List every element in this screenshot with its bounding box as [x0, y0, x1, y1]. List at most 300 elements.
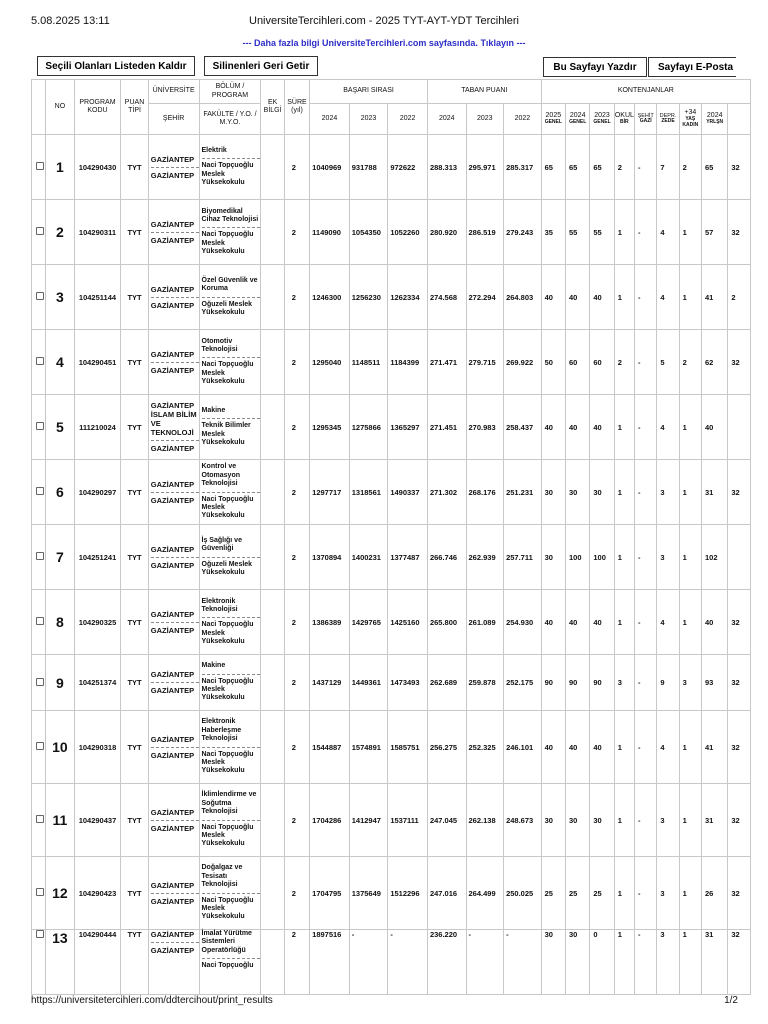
program-code: 104251144: [74, 265, 121, 330]
row-select-cell: [32, 711, 46, 784]
row-number: 12: [46, 857, 74, 930]
score-type: TYT: [121, 711, 148, 784]
row-number: 6: [46, 460, 74, 525]
extra-info: [261, 395, 284, 460]
success-rank-2022: 1377487: [388, 525, 428, 590]
base-score-2024: 271.302: [427, 460, 466, 525]
quota-earthquake: 3: [657, 525, 679, 590]
duration-years: 2: [284, 395, 309, 460]
table-row: [32, 200, 751, 265]
score-type: TYT: [121, 330, 148, 395]
city-name: GAZİANTEP: [151, 362, 199, 375]
success-rank-2023: 1412947: [349, 784, 388, 857]
row-checkbox[interactable]: [36, 930, 44, 938]
base-score-2024: 265.800: [427, 590, 466, 655]
base-score-2022: 250.025: [504, 857, 542, 930]
quota-school-first: 1: [614, 395, 634, 460]
print-title: UniversiteTercihleri.com - 2025 TYT-AYT-YDT Tercihleri: [249, 15, 519, 27]
quota-women-34: 3: [679, 655, 701, 711]
row-checkbox[interactable]: [36, 357, 44, 365]
row-checkbox[interactable]: [36, 422, 44, 430]
quota-martyr-veteran: -: [635, 330, 657, 395]
row-checkbox[interactable]: [36, 742, 44, 750]
success-rank-2023: 1574891: [349, 711, 388, 784]
duration-years: 2: [284, 265, 309, 330]
quota-women-34: 1: [679, 395, 701, 460]
row-checkbox[interactable]: [36, 227, 44, 235]
quota-2024-general: 100: [566, 525, 590, 590]
city-name: GAZİANTEP: [151, 747, 199, 760]
row-checkbox[interactable]: [36, 888, 44, 896]
row-number: 10: [46, 711, 74, 784]
duration-years: 2: [284, 135, 309, 200]
program-name: Özel Güvenlik ve Koruma: [201, 276, 258, 293]
quota-2024-placed: 62: [702, 330, 728, 395]
score-type: TYT: [121, 930, 148, 995]
base-score-2022: 279.243: [504, 200, 542, 265]
row-number: 9: [46, 655, 74, 711]
base-score-2022: 254.930: [504, 590, 542, 655]
quota-school-first: 1: [614, 460, 634, 525]
success-rank-2024: 1040969: [310, 135, 350, 200]
quota-school-first: 1: [614, 930, 634, 995]
header-quota-top: 2024: [706, 112, 723, 120]
results-table-container: [31, 79, 740, 987]
row-select-cell: [32, 590, 46, 655]
quota-2023-general: 25: [590, 857, 614, 930]
quota-school-first: 2: [614, 135, 634, 200]
program-cell: [199, 265, 261, 330]
base-score-2024: 247.045: [427, 784, 466, 857]
city-name: GAZİANTEP: [151, 820, 199, 833]
header-quota-bottom: GENEL: [544, 119, 562, 126]
success-rank-2023: -: [349, 930, 388, 995]
row-number: 2: [46, 200, 74, 265]
quota-school-first: 1: [614, 784, 634, 857]
quota-overflow: 2: [728, 265, 751, 330]
row-checkbox[interactable]: [36, 617, 44, 625]
header-no: NO: [46, 80, 74, 135]
quota-2024-placed: 102: [702, 525, 728, 590]
quota-overflow: 32: [728, 930, 751, 995]
university-name: GAZİANTEP: [150, 154, 195, 164]
quota-women-34: 1: [679, 930, 701, 995]
row-select-cell: [32, 930, 46, 995]
base-score-2024: 247.016: [427, 857, 466, 930]
row-number: 11: [46, 784, 74, 857]
quota-2025-general: 40: [541, 590, 565, 655]
university-cell: [148, 930, 199, 995]
header-score-year: 2023: [466, 104, 504, 135]
row-checkbox[interactable]: [36, 678, 44, 686]
quota-school-first: 1: [614, 857, 634, 930]
quota-martyr-veteran: -: [635, 655, 657, 711]
header-quota-top: ŞEHİT: [637, 112, 654, 119]
quota-2025-general: 30: [541, 784, 565, 857]
base-score-2023: 259.878: [466, 655, 504, 711]
city-name: GAZİANTEP: [151, 893, 199, 906]
quota-women-34: 1: [679, 265, 701, 330]
success-rank-2023: 1148511: [349, 330, 388, 395]
quota-school-first: 1: [614, 265, 634, 330]
success-rank-2024: 1704286: [310, 784, 350, 857]
quota-2024-general: 90: [566, 655, 590, 711]
quota-school-first: 1: [614, 525, 634, 590]
program-code: 104290325: [74, 590, 121, 655]
university-name: GAZİANTEP: [150, 479, 195, 489]
base-score-2023: 270.983: [466, 395, 504, 460]
success-rank-2022: 1473493: [388, 655, 428, 711]
city-name: GAZİANTEP: [151, 167, 199, 180]
quota-women-34: 2: [679, 330, 701, 395]
quota-women-34: 1: [679, 590, 701, 655]
row-number: 7: [46, 525, 74, 590]
success-rank-2024: 1295040: [310, 330, 350, 395]
quota-2023-general: 30: [590, 784, 614, 857]
header-quota-top: DEPR.: [659, 112, 677, 119]
quota-overflow: 32: [728, 135, 751, 200]
quota-martyr-veteran: -: [635, 784, 657, 857]
header-rank-year: 2022: [388, 104, 428, 135]
header-quota-overflow: [728, 104, 751, 135]
score-type: TYT: [121, 525, 148, 590]
program-code: 111210024: [74, 395, 121, 460]
quota-2025-general: 40: [541, 395, 565, 460]
university-cell: [148, 330, 199, 395]
base-score-2023: 262.138: [466, 784, 504, 857]
quota-overflow: 32: [728, 784, 751, 857]
quota-martyr-veteran: -: [635, 395, 657, 460]
page-number: 1/2: [724, 995, 738, 1006]
quota-women-34: 1: [679, 525, 701, 590]
success-rank-2022: 972622: [388, 135, 428, 200]
university-name: GAZİANTEP: [150, 807, 195, 817]
table-row: [32, 784, 751, 857]
quota-earthquake: 3: [657, 784, 679, 857]
header-city: ŞEHİR: [148, 104, 199, 135]
row-number: 4: [46, 330, 74, 395]
duration-years: 2: [284, 330, 309, 395]
print-header: [0, 15, 768, 29]
base-score-2023: 268.176: [466, 460, 504, 525]
score-type: TYT: [121, 395, 148, 460]
program-name: Biyomedikal Cihaz Teknolojisi: [201, 207, 259, 223]
program-name: İklimlendirme ve Soğutma Teknolojisi: [201, 791, 257, 816]
success-rank-2024: 1386389: [310, 590, 350, 655]
program-code: 104290451: [74, 330, 121, 395]
success-rank-2023: 931788: [349, 135, 388, 200]
university-name: GAZİANTEP: [150, 880, 195, 890]
program-code: 104251374: [74, 655, 121, 711]
score-type: TYT: [121, 460, 148, 525]
header-extra-info: EK BİLGİ: [261, 80, 284, 135]
program-cell: [199, 655, 261, 711]
success-rank-2022: 1585751: [388, 711, 428, 784]
university-name: GAZİANTEP: [150, 670, 195, 679]
row-select-cell: [32, 655, 46, 711]
success-rank-2022: 1365297: [388, 395, 428, 460]
success-rank-2022: -: [388, 930, 428, 995]
quota-2023-general: 60: [590, 330, 614, 395]
success-rank-2022: 1425160: [388, 590, 428, 655]
quota-earthquake: 4: [657, 590, 679, 655]
extra-info: [261, 590, 284, 655]
base-score-2024: 274.568: [427, 265, 466, 330]
quota-earthquake: 5: [657, 330, 679, 395]
row-checkbox[interactable]: [36, 487, 44, 495]
restore-deleted-button[interactable]: Silinenleri Geri Getir: [204, 56, 318, 76]
base-score-2024: 266.746: [427, 525, 466, 590]
faculty-name: Naci Topçuoğlu Meslek Yüksekokulu: [202, 617, 261, 646]
base-score-2023: 279.715: [466, 330, 504, 395]
base-score-2022: 264.803: [504, 265, 542, 330]
quota-2023-general: 40: [590, 265, 614, 330]
success-rank-2022: 1052260: [388, 200, 428, 265]
header-quota-top: +34: [684, 109, 697, 117]
print-page-button[interactable]: Bu Sayfayı Yazdır: [543, 57, 647, 77]
header-select: [32, 80, 46, 135]
quota-martyr-veteran: -: [635, 590, 657, 655]
faculty-name: Naci Topçuoğlu Meslek Yüksekokulu: [202, 747, 261, 776]
quota-martyr-veteran: -: [635, 200, 657, 265]
faculty-name: Naci Topçuoğlu Meslek Yüksekokulu: [202, 357, 261, 386]
success-rank-2024: 1295345: [310, 395, 350, 460]
program-code: 104290423: [74, 857, 121, 930]
university-name: GAZİANTEP: [150, 349, 195, 359]
program-cell: [199, 930, 261, 995]
success-rank-2023: 1318561: [349, 460, 388, 525]
header-program-code: PROGRAM KODU: [74, 80, 121, 135]
quota-2024-general: 30: [566, 460, 590, 525]
promo-link[interactable]: --- Daha fazla bilgi UniversiteTercihleri.com sayfasında. Tıklayın ---: [242, 38, 526, 48]
quota-2024-placed: 57: [702, 200, 728, 265]
print-footer: [0, 995, 768, 1009]
header-quota-top: 2025: [545, 112, 562, 120]
faculty-name: Oğuzeli Meslek Yüksekokulu: [202, 297, 261, 318]
quota-women-34: 1: [679, 784, 701, 857]
header-quota: [614, 104, 634, 135]
quota-women-34: 1: [679, 200, 701, 265]
table-row: [32, 395, 751, 460]
success-rank-2022: 1490337: [388, 460, 428, 525]
success-rank-2022: 1184399: [388, 330, 428, 395]
quota-martyr-veteran: -: [635, 711, 657, 784]
base-score-2023: 295.971: [466, 135, 504, 200]
quota-school-first: 1: [614, 590, 634, 655]
header-department: BÖLÜM / PROGRAM: [199, 80, 261, 104]
quota-2024-placed: 41: [702, 711, 728, 784]
program-cell: [199, 784, 261, 857]
program-code: 104290297: [74, 460, 121, 525]
duration-years: 2: [284, 460, 309, 525]
score-type: TYT: [121, 590, 148, 655]
row-checkbox[interactable]: [36, 552, 44, 560]
quota-2025-general: 90: [541, 655, 565, 711]
program-cell: [199, 200, 261, 265]
header-quota-bottom: GENEL: [569, 119, 587, 126]
base-score-2022: 258.437: [504, 395, 542, 460]
quota-2024-general: 25: [566, 857, 590, 930]
quota-2024-general: 40: [566, 711, 590, 784]
university-name: GAZİANTEP: [150, 284, 195, 294]
quota-2025-general: 65: [541, 135, 565, 200]
quota-2024-general: 30: [566, 930, 590, 995]
quota-martyr-veteran: -: [635, 135, 657, 200]
program-cell: [199, 330, 261, 395]
faculty-name: Naci Topçuoğlu Meslek Yüksekokulu: [202, 820, 261, 849]
duration-years: 2: [284, 857, 309, 930]
quota-2024-placed: 31: [702, 460, 728, 525]
city-name: GAZİANTEP: [151, 232, 199, 245]
program-name: Makine: [201, 662, 226, 670]
quota-overflow: 32: [728, 590, 751, 655]
header-rank-year: 2023: [349, 104, 388, 135]
quota-school-first: 2: [614, 330, 634, 395]
results-table: [31, 79, 751, 995]
email-page-button[interactable]: Sayfayı E-Posta: [648, 57, 736, 77]
quota-earthquake: 3: [657, 460, 679, 525]
quota-overflow: 32: [728, 460, 751, 525]
duration-years: 2: [284, 930, 309, 995]
university-cell: [148, 857, 199, 930]
program-cell: [199, 711, 261, 784]
quota-2024-placed: 40: [702, 590, 728, 655]
row-checkbox[interactable]: [36, 162, 44, 170]
quota-2023-general: 0: [590, 930, 614, 995]
city-name: GAZİANTEP: [151, 557, 199, 570]
quota-school-first: 1: [614, 200, 634, 265]
row-select-cell: [32, 330, 46, 395]
base-score-2022: 246.101: [504, 711, 542, 784]
faculty-name: Naci Topçuoğlu Meslek Yüksekokulu: [202, 893, 261, 922]
faculty-name: Naci Topçuoğlu Meslek Yüksekokulu: [202, 674, 261, 703]
quota-overflow: 32: [728, 330, 751, 395]
extra-info: [261, 135, 284, 200]
quota-earthquake: 7: [657, 135, 679, 200]
extra-info: [261, 330, 284, 395]
city-name: GAZİANTEP: [151, 440, 199, 453]
header-university: ÜNİVERSİTE: [148, 80, 199, 104]
university-cell: [148, 200, 199, 265]
table-row: [32, 655, 751, 711]
success-rank-2024: 1897516: [310, 930, 350, 995]
quota-overflow: 32: [728, 200, 751, 265]
extra-info: [261, 460, 284, 525]
header-quota-top: 2023: [594, 112, 610, 120]
program-name: Elektronik Haberleşme Teknolojisi: [201, 718, 242, 743]
header-quota: [590, 104, 614, 135]
base-score-2023: -: [466, 930, 504, 995]
base-score-2023: 272.294: [466, 265, 504, 330]
university-name: GAZİANTEP İSLAM BİLİM VE TEKNOLOJİ: [150, 401, 197, 437]
quota-women-34: 1: [679, 857, 701, 930]
program-cell: [199, 525, 261, 590]
extra-info: [261, 200, 284, 265]
header-quota: [702, 104, 728, 135]
quota-2024-general: 40: [566, 395, 590, 460]
base-score-2022: 257.711: [504, 525, 542, 590]
quota-earthquake: 3: [657, 930, 679, 995]
header-quota-bottom: GENEL: [593, 119, 611, 126]
program-code: 104290318: [74, 711, 121, 784]
program-name: Otomotiv Teknolojisi: [201, 337, 238, 353]
print-timestamp: 5.08.2025 13:11: [31, 15, 110, 27]
header-quota: [635, 104, 657, 135]
table-row: [32, 265, 751, 330]
row-number: 5: [46, 395, 74, 460]
university-cell: [148, 395, 199, 460]
program-code: 104290444: [74, 930, 121, 995]
quota-2025-general: 30: [541, 460, 565, 525]
header-quota-top: 2024: [569, 112, 586, 120]
quota-2024-placed: 31: [702, 930, 728, 995]
extra-info: [261, 525, 284, 590]
extra-info: [261, 265, 284, 330]
duration-years: 2: [284, 200, 309, 265]
remove-selected-button[interactable]: Seçili Olanları Listeden Kaldır: [37, 56, 195, 76]
success-rank-2024: 1370894: [310, 525, 350, 590]
quota-overflow: 32: [728, 711, 751, 784]
program-name: Doğalgaz ve Tesisatı Teknolojisi: [201, 864, 243, 889]
city-name: GAZİANTEP: [151, 297, 199, 310]
success-rank-2022: 1512296: [388, 857, 428, 930]
quota-martyr-veteran: -: [635, 525, 657, 590]
city-name: GAZİANTEP: [151, 622, 199, 635]
quota-women-34: 1: [679, 711, 701, 784]
base-score-2023: 286.519: [466, 200, 504, 265]
faculty-name: Oğuzeli Meslek Yüksekokulu: [202, 557, 261, 578]
header-quota-bottom: YAŞ KADIN: [682, 116, 699, 129]
base-score-2023: 252.325: [466, 711, 504, 784]
base-score-2022: 269.922: [504, 330, 542, 395]
quota-earthquake: 4: [657, 200, 679, 265]
program-name: Kontrol ve Otomasyon Teknolojisi: [201, 463, 241, 488]
row-number: 13: [46, 930, 74, 995]
row-checkbox[interactable]: [36, 815, 44, 823]
success-rank-2024: 1544887: [310, 711, 350, 784]
header-quota-bottom: ZEDE: [661, 118, 675, 125]
success-rank-2024: 1437129: [310, 655, 350, 711]
extra-info: [261, 857, 284, 930]
extra-info: [261, 784, 284, 857]
success-rank-2024: 1246300: [310, 265, 350, 330]
quota-2025-general: 25: [541, 857, 565, 930]
header-quota-bottom: GAZİ: [639, 118, 652, 125]
base-score-2024: 288.313: [427, 135, 466, 200]
row-checkbox[interactable]: [36, 292, 44, 300]
success-rank-2024: 1297717: [310, 460, 350, 525]
header-success-rank: BAŞARI SIRASI: [310, 80, 428, 104]
quota-2024-placed: 31: [702, 784, 728, 857]
quota-overflow: 32: [728, 857, 751, 930]
header-score-year: 2024: [427, 104, 466, 135]
quota-2023-general: 100: [590, 525, 614, 590]
base-score-2024: 271.451: [427, 395, 466, 460]
row-select-cell: [32, 265, 46, 330]
table-row: [32, 525, 751, 590]
quota-2024-placed: 41: [702, 265, 728, 330]
quota-2025-general: 50: [541, 330, 565, 395]
header-duration: SÜRE (yıl): [284, 80, 309, 135]
header-quotas: KONTENJANLAR: [541, 80, 750, 104]
university-cell: [148, 590, 199, 655]
faculty-name: Naci Topçuoğlu: [202, 958, 261, 970]
base-score-2022: -: [504, 930, 542, 995]
quota-2023-general: 40: [590, 590, 614, 655]
quota-2025-general: 40: [541, 711, 565, 784]
table-row: [32, 135, 751, 200]
faculty-name: Naci Topçuoğlu Meslek Yüksekokulu: [202, 158, 261, 187]
